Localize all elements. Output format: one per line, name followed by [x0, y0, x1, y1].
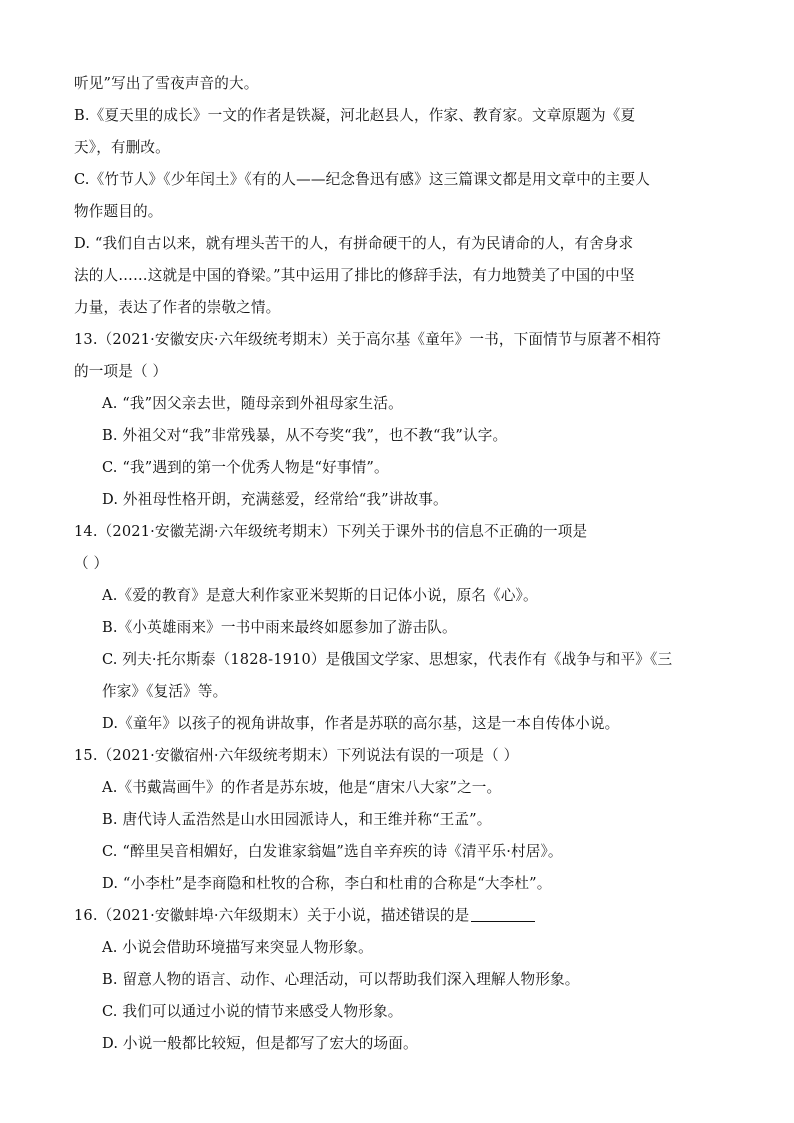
question-16-text: 16.（2021·安徽蚌埠·六年级期末）关于小说，描述错误的是 [74, 907, 470, 924]
option-d: D. 小说一般都比较短，但是都写了宏大的场面。 [102, 1035, 418, 1052]
text-line: 作家》《复活》等。 [102, 683, 228, 700]
text-line: 物作题目的。 [74, 203, 163, 220]
option-c: C. 我们可以通过小说的情节来感受人物形象。 [102, 1003, 403, 1020]
question-14: 14.（2021·安徽芜湖·六年级统考期末）下列关于课外书的信息不正确的一项是 [74, 523, 588, 540]
text-line: 法的人……这就是中国的脊梁。”其中运用了排比的修辞手法，有力地赞美了中国的中坚 [74, 267, 635, 284]
option-a: A. 小说会借助环境描写来突显人物形象。 [102, 939, 373, 956]
text-line: 的一项是（ ） [74, 363, 168, 380]
option-b: B. 外祖父对“我”非常残暴，从不夸奖“我”，也不教“我”认字。 [102, 427, 508, 444]
option-c: C. “醉里吴音相媚好，白发谁家翁媪”选自辛弃疾的诗《清平乐·村居》。 [102, 843, 563, 860]
question-16 [74, 906, 535, 926]
option-d: D. “小李杜”是李商隐和杜牧的合称，李白和杜甫的合称是“大李杜”。 [102, 875, 552, 892]
option-d: D.《童年》以孩子的视角讲故事，作者是苏联的高尔基，这是一本自传体小说。 [102, 715, 620, 732]
option-b: B. 唐代诗人孟浩然是山水田园派诗人，和王维并称“王孟”。 [102, 811, 492, 828]
option-d: D. “我们自古以来，就有埋头苦干的人，有拼命硬干的人，有为民请命的人，有舍身求 [74, 235, 634, 252]
option-c: C.《竹节人》《少年闰土》《有的人——纪念鲁迅有感》这三篇课文都是用文章中的主要人 [74, 171, 650, 188]
text-line: 力量，表达了作者的崇敬之情。 [74, 299, 281, 316]
option-d: D. 外祖母性格开朗，充满慈爱，经常给“我”讲故事。 [102, 491, 448, 508]
option-c: C. 列夫·托尔斯泰（1828-1910）是俄国文学家、思想家，代表作有《战争与和平》《三 [102, 651, 673, 668]
text-line: （ ） [74, 555, 109, 572]
option-b: B. 留意人物的语言、动作、心理活动，可以帮助我们深入理解人物形象。 [102, 971, 580, 988]
text-line: 听见”写出了雪夜声音的大。 [74, 75, 259, 92]
option-a: A.《书戴嵩画牛》的作者是苏东坡，他是“唐宋八大家”之一。 [102, 779, 502, 796]
answer-blank[interactable] [471, 907, 535, 922]
option-b: B.《小英雄雨来》一书中雨来最终如愿参加了游击队。 [102, 619, 457, 636]
option-a: A.《爱的教育》是意大利作家亚米契斯的日记体小说，原名《心》。 [102, 587, 538, 604]
question-13: 13.（2021·安徽安庆·六年级统考期末）关于高尔基《童年》一书，下面情节与原著不相符 [74, 331, 662, 348]
text-line: 天》，有删改。 [74, 139, 170, 156]
option-b: B.《夏天里的成长》一文的作者是铁凝，河北赵县人，作家、教育家。文章原题为《夏 [74, 107, 636, 124]
question-15: 15.（2021·安徽宿州·六年级统考期末）下列说法有误的一项是（ ） [74, 747, 519, 764]
option-a: A. “我”因父亲去世，随母亲到外祖母家生活。 [102, 395, 403, 412]
option-c: C. “我”遇到的第一个优秀人物是“好事情”。 [102, 459, 389, 476]
